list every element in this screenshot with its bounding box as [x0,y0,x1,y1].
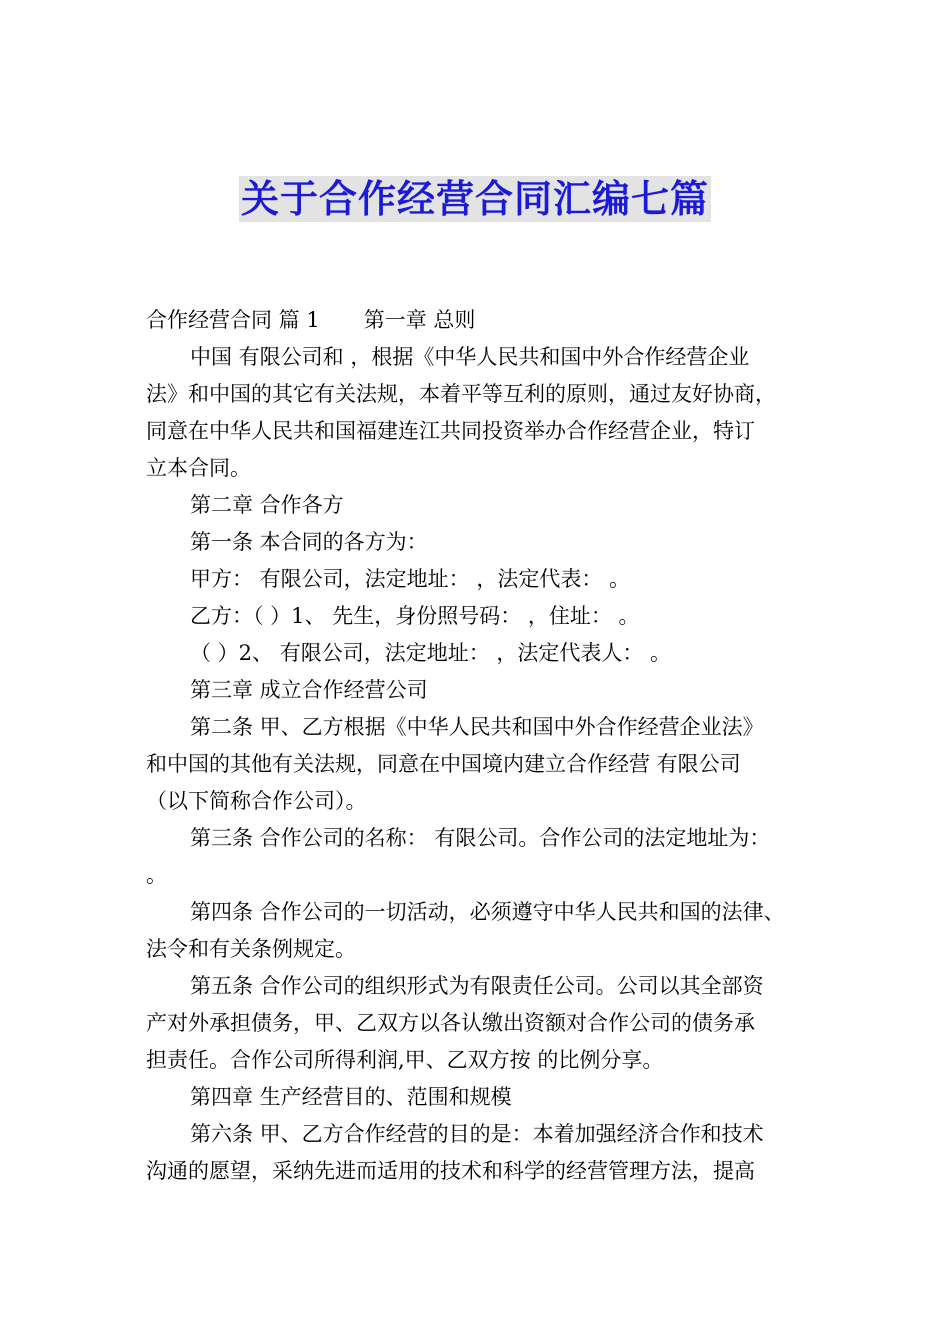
paragraph-line: 立本合同。 [146,456,251,480]
title-container [0,176,950,222]
section-heading-line [146,302,816,339]
paragraph-line: 第一条 本合同的各方为： [190,530,428,554]
paragraph-line: 和中国的其他有关法规，同意在中国境内建立合作经营 有限公司 [146,752,741,776]
document-body [146,302,816,1190]
paragraph-line: 产对外承担债务，甲、乙双方以各认缴出资额对合作公司的债务承 [146,1011,755,1035]
paragraph-line: 。 [146,863,167,887]
paragraph-line: 法令和有关条例规定。 [146,937,356,961]
paragraph-line: 甲方： 有限公司，法定地址： ，法定代表： 。 [190,567,631,591]
paragraph-line: 沟通的愿望，采纳先进而适用的技术和科学的经营管理方法，提高 [146,1159,755,1183]
document-title: 关于合作经营合同汇编七篇 [240,177,709,221]
paragraph-line: 第五条 合作公司的组织形式为有限责任公司。公司以其全部资 [190,974,764,998]
paragraph-line: 第六条 甲、乙方合作经营的目的是：本着加强经济合作和技术 [190,1122,764,1146]
chapter-heading: 第二章 合作各方 [190,493,344,517]
chapter-heading: 第四章 生产经营目的、范围和规模 [190,1085,512,1109]
paragraph-line: （ ）2、 有限公司，法定地址： ，法定代表人： 。 [190,641,672,665]
paragraph-line: 乙方：（ ）1、 先生，身份照号码： ，住址： 。 [190,604,640,628]
paragraph-line: 第二条 甲、乙方根据《中华人民共和国中外合作经营企业法》 [190,715,764,739]
paragraph-line: 担责任。合作公司所得利润,甲、乙双方按 的比例分享。 [146,1048,664,1072]
paragraph-line: 法》和中国的其它有关法规，本着平等互利的原则，通过友好协商， [146,382,776,406]
paragraph-line: 第四条 合作公司的一切活动，必须遵守中华人民共和国的法律、 [190,900,785,924]
chapter-heading: 第三章 成立合作经营公司 [190,678,428,702]
paragraph-line: 同意在中华人民共和国福建连江共同投资举办合作经营企业，特订 [146,419,755,443]
paragraph-line: 中国 有限公司和 ，根据《中华人民共和国中外合作经营企业 [190,345,750,369]
paragraph-line: 第三条 合作公司的名称： 有限公司。合作公司的法定地址为： [190,826,771,850]
paragraph-line: （以下简称合作公司）。 [146,789,367,813]
contract-heading: 合作经营合同 篇 1 [146,308,320,332]
chapter-heading: 第一章 总则 [363,308,476,332]
